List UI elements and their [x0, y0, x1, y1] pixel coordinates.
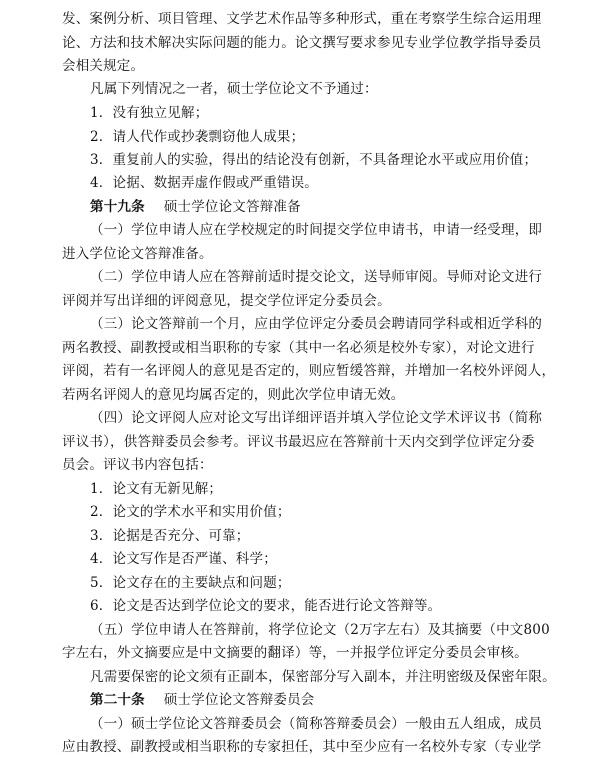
body-line: 发、案例分析、项目管理、文学艺术作品等多种形式，重在考察学生综合运用理	[62, 11, 542, 27]
body-line: （一）学位申请人应在学校规定的时间提交学位申请书，申请一经受理，即	[90, 222, 543, 238]
list-item: 2．论文的学术水平和实用价值；	[90, 504, 291, 520]
list-item: 6．论文是否达到学位论文的要求，能否进行论文答辩等。	[90, 598, 442, 614]
body-line: 若两名评阅人的意见均属否定的，则此次学位申请无效。	[62, 387, 405, 403]
body-line: 员会。评议书内容包括：	[62, 457, 213, 473]
body-line: 评阅并写出详细的评阅意见，提交学位评定分委员会。	[62, 293, 391, 309]
article-title: 硕士学位论文答辩委员会	[163, 692, 315, 708]
body-line: （五）学位申请人在答辩前，将学位论文（2万字左右）及其摘要（中文800	[90, 622, 550, 638]
body-line: （一）硕士学位论文答辩委员会（简称答辩委员会）一般由五人组成，成员	[90, 716, 543, 732]
article-heading	[90, 196, 301, 218]
body-line: 字左右，外文摘要应是中文摘要的翻译）等，一并报学位评定分委员会审核。	[62, 645, 528, 661]
list-item: 4．论文写作是否严谨、科学；	[90, 551, 277, 567]
body-line: （四）论文评阅人应对论文写出详细评语并填入学位论文学术评议书（简称	[90, 410, 543, 426]
body-line: 两名教授、副教授或相当职称的专家（其中一名必须是校外专家），对论文进行	[62, 340, 535, 356]
list-item: 1．没有独立见解；	[90, 105, 209, 121]
body-line: （三）论文答辩前一个月，应由学位评定分委员会聘请同学科或相近学科的	[90, 316, 543, 332]
body-line: 论、方法和技术解决实际问题的能力。论文撰写要求参见专业学位教学指导委员	[62, 35, 542, 51]
body-line: 应由教授、副教授或相当职称的专家担任，其中至少应有一名校外专家（专业学	[62, 739, 542, 755]
body-line: 评议书），供答辩委员会参考。评议书最迟应在答辩前十天内交到学位评定分委	[62, 434, 535, 450]
list-item: 2．请人代作或抄袭剽窃他人成果；	[90, 129, 305, 145]
list-item: 3．重复前人的实验，得出的结论没有创新，不具备理论水平或应用价值；	[90, 152, 538, 168]
body-line: 凡属下列情况之一者，硕士学位论文不予通过：	[90, 81, 378, 97]
body-line: 评阅，若有一名评阅人的意见是否定的，则应暂缓答辩，并增加一名校外评阅人，	[62, 363, 556, 379]
list-item: 5．论文存在的主要缺点和问题；	[90, 575, 291, 591]
list-item: 3．论据是否充分、可靠；	[90, 528, 250, 544]
article-number: 第二十条	[90, 692, 145, 708]
article-heading	[90, 689, 315, 711]
body-line: 凡需要保密的论文须有正副本，保密部分写入副本，并注明密级及保密年限。	[90, 669, 556, 685]
article-number: 第十九条	[90, 199, 145, 215]
body-line: 进入学位论文答辩准备。	[62, 246, 213, 262]
list-item: 1．论文有无新见解；	[90, 481, 223, 497]
list-item: 4．论据、数据弄虚作假或严重错误。	[90, 175, 318, 191]
article-title: 硕士学位论文答辩准备	[163, 199, 301, 215]
body-line: 会相关规定。	[62, 58, 145, 74]
body-line: （二）学位申请人应在答辩前适时提交论文，送导师审阅。导师对论文进行	[90, 269, 543, 285]
